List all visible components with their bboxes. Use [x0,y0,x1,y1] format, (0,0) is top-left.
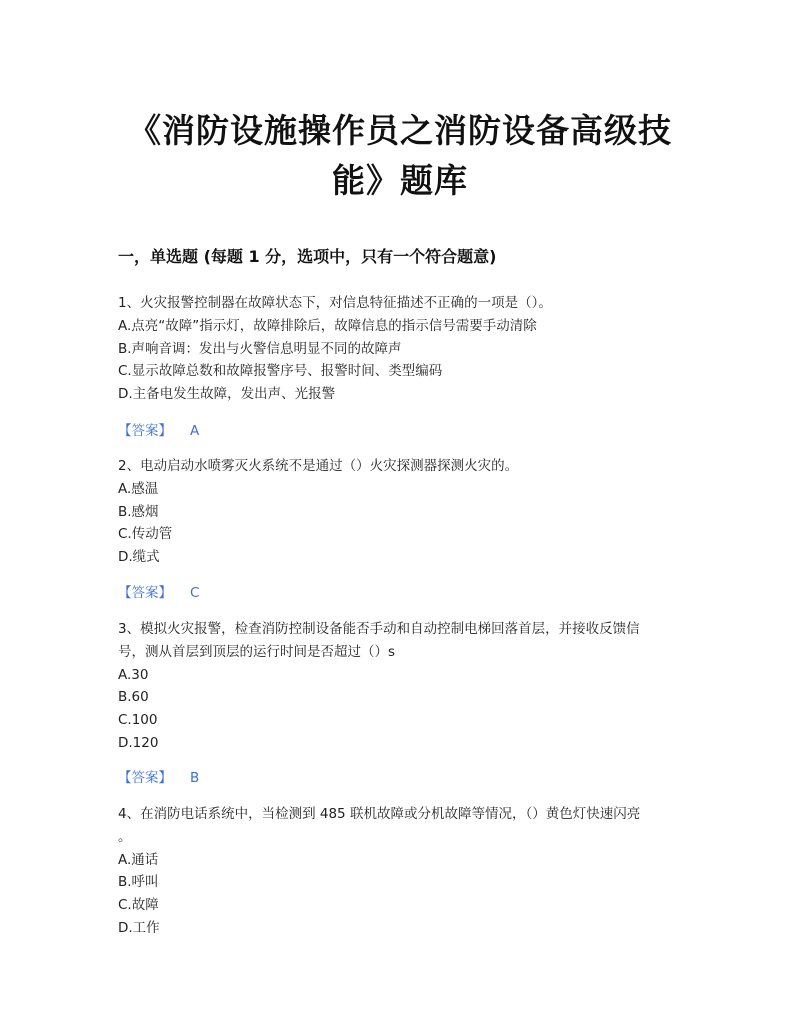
answer-label: 【答案】 [118,770,172,786]
answer-value: C [190,585,200,601]
title-line-1: 《消防设施操作员之消防设备高级技 [128,111,672,150]
option-c: C.传动管 [118,526,173,543]
option-b: B.声响音调：发出与火警信息明显不同的故障声 [118,340,402,357]
option-c: C.显示故障总数和故障报警序号、报警时间、类型编码 [118,363,443,380]
option-a: A.点亮“故障”指示灯，故障排除后，故障信息的指示信号需要手动清除 [118,317,537,334]
option-c: C.故障 [118,897,159,914]
question-stem-line-2: 号，测从首层到顶层的运行时间是否超过（）s [118,643,396,660]
answer-3 [118,767,199,789]
option-c: C.100 [118,712,158,729]
option-a: A.30 [118,666,149,683]
option-d: D.工作 [118,919,160,936]
document-title [100,106,700,206]
option-b: B.60 [118,689,149,706]
option-d: D.主备电发生故障，发出声、光报警 [118,386,336,403]
question-stem-line-2: 。 [118,828,132,845]
question-stem-line-1: 3、模拟火灾报警，检查消防控制设备能否手动和自动控制电梯回落首层，并接收反馈信 [118,621,640,637]
answer-1 [118,420,199,442]
option-b: B.呼叫 [118,874,159,891]
option-b: B.感烟 [118,503,159,520]
question-2 [118,455,683,569]
question-3 [118,618,683,755]
option-a: A.通话 [118,851,159,868]
option-d: D.120 [118,734,159,751]
question-4 [118,803,683,940]
answer-label: 【答案】 [118,423,172,439]
option-d: D.缆式 [118,549,160,566]
option-a: A.感温 [118,480,159,497]
question-1 [118,292,683,406]
answer-value: A [190,423,200,439]
question-stem: 2、电动启动水喷雾灭火系统不是通过（）火灾探测器探测火灾的。 [118,458,519,474]
answer-label: 【答案】 [118,585,172,601]
title-line-2: 能》题库 [332,161,468,200]
section-heading: 一，单选题 (每题 1 分，选项中，只有一个符合题意) [118,247,497,266]
question-stem-line-1: 4、在消防电话系统中，当检测到 485 联机故障或分机故障等情况，（）黄色灯快速闪亮 [118,806,641,822]
answer-value: B [190,770,200,786]
answer-2 [118,582,199,604]
question-stem: 1、火灾报警控制器在故障状态下，对信息特征描述不正确的一项是（）。 [118,295,552,311]
